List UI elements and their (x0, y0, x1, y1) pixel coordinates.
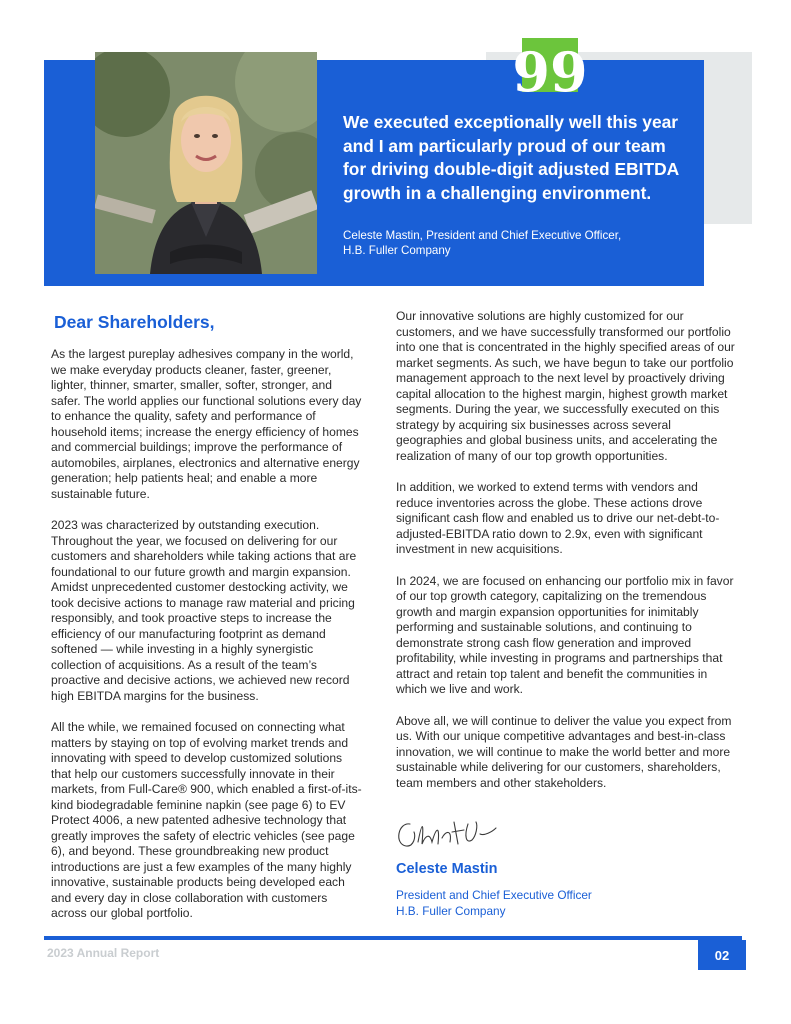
pull-quote: We executed exceptionally well this year and I am particularly proud of our team for driving double-digit adjusted EBITDA growth in a challenging environment. (343, 112, 679, 203)
salutation: Dear Shareholders, (54, 312, 215, 332)
quote-attribution-name: Celeste Mastin, President and Chief Executive Officer, (343, 229, 622, 242)
signer-title (396, 888, 592, 919)
letter-paragraph: 2023 was characterized by outstanding execution. Throughout the year, we focused on delivering for our customers and shareholders while taking actions that are foundational to our future growth and margin expansion. Amidst unprecedented customer destocking activity, we took decisive actions to manage raw material and pricing responsibly, and took proactive steps to increase the efficiency of our manufacturing footprint as demand softened — while investing in a highly synergistic collection of acquisitions. As a result of the team’s proactive and decisive actions, we achieved new record high EBITDA margins for the business. (51, 518, 357, 703)
letter-paragraph: Our innovative solutions are highly customized for our customers, and we have successfully transformed our portfolio into one that is concentrated in the highly specified areas of our market segments. As such, we have begun to take our portfolio management approach to the next level by proactively driving capital allocation to the highest margin, highest growth market segments. During the year, we successfully executed on this strategy by acquiring six businesses across several geographies and global business units, and accelerating the realization of many of our top growth opportunities. (396, 309, 735, 463)
page-number: 02 (698, 940, 746, 970)
letter-paragraph: In addition, we worked to extend terms with vendors and reduce inventories across the globe. These actions drove significant cash flow and enabled us to drive our net-debt-to-adjusted-EBITDA ratio down to 2.9x, even with significant investment in new acquisitions. (396, 480, 720, 556)
letter-paragraph: All the while, we remained focused on connecting what matters by staying on top of evolving market trends and innovating with speed to develop customized solutions that help our customers successfully innovate in their markets, from Full-Care® 900, which enabled a first-of-its-kind biodegradable feminine napkin (see page 6) to EV Protect 4006, a new patented adhesive technology that greatly improves the safety of electric vehicles (see page 6), and beyond. These groundbreaking new product introductions are just a few examples of the many highly innovative, sustainable products being developed each and every day in close collaboration with customers across our global portfolio. (51, 720, 362, 920)
handwritten-signature (392, 814, 502, 859)
letter-column-right (396, 309, 736, 807)
letter-paragraph: Above all, we will continue to deliver the value you expect from us. With our unique competitive advantages and best-in-class innovation, we will continue to make the world better and more sustainable while delivering for our customers, shareholders, team members and other stakeholders. (396, 713, 732, 790)
ceo-portrait-photo (95, 52, 317, 274)
signer-name: Celeste Mastin (396, 861, 498, 877)
quote-icon: 99 (512, 40, 588, 104)
letter-paragraph: In 2024, we are focused on enhancing our portfolio mix in favor of our top growth category, capitalizing on the tremendous growth and margin expansion opportunities for inimitably performing and sustainable solutions, and continuing to demonstrate strong cash flow generation and improved profitability, while investing in programs and partnerships that attract and retain top talent and benefit the communities in which we live and work. (396, 573, 734, 696)
footer-rule (44, 936, 742, 940)
signer-title-company: H.B. Fuller Company (396, 903, 506, 918)
letter-paragraph: As the largest pureplay adhesives company in the world, we make everyday products cleaner, faster, greener, lighter, thinner, smarter, smaller, softer, stronger, and safer. The world applies our functional solutions every day to enhance the quality, safety and performance of household items; increase the energy efficiency of homes and commercial buildings; improve the performance of automobiles, airplanes, electronics and alternative energy generation; help patients heal; and enable a more sustainable future. (51, 347, 362, 501)
signer-title-role: President and Chief Executive Officer (396, 888, 592, 902)
letter-column-left (51, 347, 363, 938)
footer-report-label: 2023 Annual Report (47, 946, 160, 960)
quote-attribution (343, 228, 683, 258)
quote-attribution-company: H.B. Fuller Company (343, 244, 451, 257)
